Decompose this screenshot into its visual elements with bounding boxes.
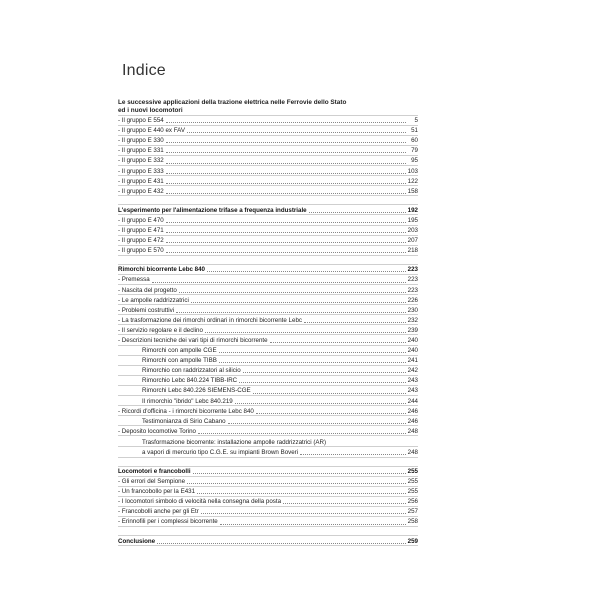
section-divider <box>118 458 418 467</box>
entry-label: - Il gruppo E 570 <box>118 247 164 255</box>
section-divider <box>118 256 418 265</box>
entry-page: 158 <box>407 187 418 195</box>
heading-page: 223 <box>407 266 418 274</box>
entry-label: - Nascita del progetto <box>118 286 177 294</box>
entry-page: 240 <box>407 336 418 344</box>
heading-label: Locomotori e francobolli <box>118 468 191 475</box>
entry-page: 256 <box>407 498 418 506</box>
section-1-items <box>118 116 418 197</box>
toc-entry[interactable] <box>118 126 418 136</box>
dot-leader <box>166 222 406 223</box>
toc-entry[interactable] <box>118 406 418 416</box>
dot-leader <box>205 332 406 333</box>
dot-leader <box>253 393 406 394</box>
entry-label: - Il gruppo E 472 <box>118 237 164 245</box>
entry-label: - Il gruppo E 331 <box>118 147 164 155</box>
entry-label: Trasformazione bicorrente: installazione ampolle raddrizzatrici (AR) <box>142 438 327 446</box>
dot-leader <box>166 232 406 233</box>
toc-entry[interactable] <box>118 315 418 325</box>
entry-page: 195 <box>407 216 418 224</box>
page-title: Indice <box>122 62 166 79</box>
toc-entry[interactable] <box>118 517 418 527</box>
entry-page: 239 <box>407 326 418 334</box>
toc-section-1 <box>118 98 418 196</box>
entry-page: 243 <box>407 387 418 395</box>
section-divider <box>118 527 418 536</box>
dot-leader <box>239 382 406 383</box>
dot-leader <box>220 524 406 525</box>
toc-entry[interactable] <box>118 166 418 176</box>
entry-label: Rimorchi Lebc 840.226 SIEMENS-CGE <box>142 387 251 395</box>
dot-leader <box>283 503 406 504</box>
toc-entry[interactable] <box>118 236 418 246</box>
entry-label: - Premessa <box>118 276 150 284</box>
dot-leader <box>270 342 406 343</box>
toc-entry[interactable] <box>118 176 418 186</box>
entry-label: - Il gruppo E 332 <box>118 157 164 165</box>
entry-label: Testimonianza di Sirio Cabano <box>142 417 226 425</box>
entry-page: 122 <box>407 177 418 185</box>
entry-label: Il rimorchio "ibrido" Lebc 840.219 <box>142 397 233 405</box>
dot-leader <box>166 252 406 253</box>
section-divider <box>118 196 418 205</box>
toc-entry[interactable] <box>118 215 418 225</box>
heading-label: Rimorchi bicorrente Lebc 840 <box>118 266 205 274</box>
dot-leader <box>300 454 406 455</box>
entry-page: 240 <box>407 347 418 355</box>
toc-entry[interactable] <box>118 136 418 146</box>
entry-page: 223 <box>407 276 418 284</box>
entry-label: Rimorchio con raddrizzatori al silicio <box>142 367 241 375</box>
toc-subentry-multiline-first[interactable] <box>118 436 418 447</box>
toc-entry[interactable] <box>118 116 418 126</box>
dot-leader <box>304 322 406 323</box>
heading-label: L'esperimento per l'alimentazione trifase a frequenza industriale <box>118 206 307 214</box>
toc-entry[interactable] <box>118 226 418 236</box>
entry-label: Rimorchi con ampolle TIBB <box>142 357 217 365</box>
section-heading-line1: Le successive applicazioni della trazione elettrica nelle Ferrovie dello Stato <box>118 99 347 106</box>
entry-label: - Deposito locomotive Torino <box>118 427 196 435</box>
entry-page: 79 <box>411 147 418 155</box>
toc-entry[interactable] <box>118 186 418 196</box>
toc-entry[interactable] <box>118 295 418 305</box>
toc-subentry[interactable] <box>118 396 418 406</box>
heading-page: 259 <box>407 537 418 545</box>
dot-leader <box>228 423 406 424</box>
entry-label: - Il gruppo E 330 <box>118 137 164 145</box>
dot-leader <box>187 483 406 484</box>
entry-page: 248 <box>407 427 418 435</box>
toc-entry[interactable] <box>118 507 418 517</box>
toc-section-4 <box>118 467 418 528</box>
entry-label: - I locomotori simbolo di velocità nella consegna della posta <box>118 498 282 506</box>
entry-label: - Il gruppo E 440 ex FAV <box>118 127 185 135</box>
entry-label: - Erinnofili per i complessi bicorrente <box>118 518 218 526</box>
dot-leader <box>166 242 406 243</box>
toc-section-5 <box>118 536 418 546</box>
dot-leader <box>157 543 406 544</box>
toc-subentry[interactable] <box>118 356 418 366</box>
entry-page: 218 <box>407 247 418 255</box>
toc-subentry[interactable] <box>118 416 418 426</box>
toc-entry[interactable] <box>118 305 418 315</box>
entry-page: 51 <box>411 127 418 135</box>
dot-leader <box>166 122 406 123</box>
entry-label: - Il gruppo E 470 <box>118 216 164 224</box>
toc-subentry[interactable] <box>118 366 418 376</box>
entry-page: 203 <box>407 227 418 235</box>
toc-entry[interactable] <box>118 487 418 497</box>
toc-subentry-multiline-second[interactable] <box>118 447 418 457</box>
dot-leader <box>176 312 406 313</box>
toc-subentry[interactable] <box>118 386 418 396</box>
toc-subentry[interactable] <box>118 376 418 386</box>
dot-leader <box>309 212 406 213</box>
entry-label: - Ricordi d'officina - i rimorchi bicorrente Lebc 840 <box>118 407 254 415</box>
heading-page: 255 <box>407 468 418 475</box>
toc-section-heading[interactable] <box>118 205 418 215</box>
entry-page: 5 <box>414 117 418 125</box>
toc-entry[interactable] <box>118 325 418 335</box>
dot-leader <box>166 173 406 174</box>
toc-entry[interactable] <box>118 497 418 507</box>
entry-label: - Il gruppo E 432 <box>118 187 164 195</box>
entry-page: 257 <box>407 508 418 516</box>
toc-section-3 <box>118 265 418 458</box>
entry-label: - La trasformazione dei rimorchi ordinari in rimorchi bicorrente Lebc <box>118 316 302 324</box>
entry-label: - Gli errori del Sempione <box>118 478 186 486</box>
heading-label: Conclusione <box>118 537 156 545</box>
entry-page: 242 <box>407 367 418 375</box>
dot-leader <box>243 372 406 373</box>
dot-leader <box>193 473 406 474</box>
entry-page: 243 <box>407 377 418 385</box>
toc-entry[interactable] <box>118 246 418 256</box>
entry-page: 232 <box>407 316 418 324</box>
dot-leader <box>197 493 406 494</box>
entry-label: a vapori di mercurio tipo C.G.E. su impianti Brown Boveri <box>142 448 299 456</box>
dot-leader <box>191 302 406 303</box>
dot-leader <box>179 292 406 293</box>
entry-page: 255 <box>407 488 418 496</box>
section-heading-line2: ed i nuovi locomotori <box>118 107 418 116</box>
entry-page: 248 <box>407 448 418 456</box>
dot-leader <box>207 271 406 272</box>
toc-entry[interactable] <box>118 285 418 295</box>
heading-page: 192 <box>407 206 418 214</box>
toc-entry[interactable] <box>118 156 418 166</box>
entry-label: - Le ampolle raddrizzatrici <box>118 296 189 304</box>
dot-leader <box>201 513 406 514</box>
dot-leader <box>235 403 406 404</box>
toc-page <box>118 62 418 546</box>
dot-leader <box>166 152 406 153</box>
entry-label: - Descrizioni tecniche dei vari tipi di rimorchi bicorrente <box>118 336 268 344</box>
entry-page: 95 <box>411 157 418 165</box>
entry-label: - Il gruppo E 431 <box>118 177 164 185</box>
toc-entry[interactable] <box>118 426 418 436</box>
entry-page: 241 <box>407 357 418 365</box>
entry-label: - Un francobollo per la E431 <box>118 488 196 496</box>
entry-page: 103 <box>407 167 418 175</box>
dot-leader <box>219 362 406 363</box>
toc-section-2 <box>118 205 418 255</box>
entry-page: 258 <box>407 518 418 526</box>
entry-page: 223 <box>407 286 418 294</box>
toc-section-heading[interactable] <box>118 536 418 546</box>
entry-page: 60 <box>411 137 418 145</box>
entry-label: - Il gruppo E 471 <box>118 227 164 235</box>
dot-leader <box>166 193 406 194</box>
entry-page: 207 <box>407 237 418 245</box>
entry-page: 230 <box>407 306 418 314</box>
entry-page: 226 <box>407 296 418 304</box>
entry-label: - Il gruppo E 554 <box>118 117 164 125</box>
entry-label: - Il gruppo E 333 <box>118 167 164 175</box>
dot-leader <box>166 183 406 184</box>
dot-leader <box>152 282 406 283</box>
entry-label: - Il servizio regolare e il declino <box>118 326 203 334</box>
entry-label: - Francobolli anche per gli Etr <box>118 508 199 516</box>
entry-page: 255 <box>407 478 418 486</box>
dot-leader <box>166 142 406 143</box>
entry-page: 244 <box>407 397 418 405</box>
entry-label: Rimorchio Lebc 840.224 TIBB-IRC <box>142 377 238 385</box>
toc-subentry[interactable] <box>118 346 418 356</box>
dot-leader <box>256 413 406 414</box>
toc-section-heading[interactable] <box>118 467 418 477</box>
entry-page: 246 <box>407 417 418 425</box>
dot-leader <box>187 132 406 133</box>
toc-entry[interactable] <box>118 275 418 285</box>
dot-leader <box>198 433 406 434</box>
dot-leader <box>166 163 406 164</box>
toc-entry[interactable] <box>118 477 418 487</box>
toc-section-heading[interactable] <box>118 265 418 275</box>
entry-label: Rimorchi con ampolle CGE <box>142 347 217 355</box>
toc-entry[interactable] <box>118 335 418 345</box>
entry-page: 246 <box>407 407 418 415</box>
toc-entry[interactable] <box>118 146 418 156</box>
entry-label: - Problemi costruttivi <box>118 306 175 314</box>
dot-leader <box>219 352 406 353</box>
